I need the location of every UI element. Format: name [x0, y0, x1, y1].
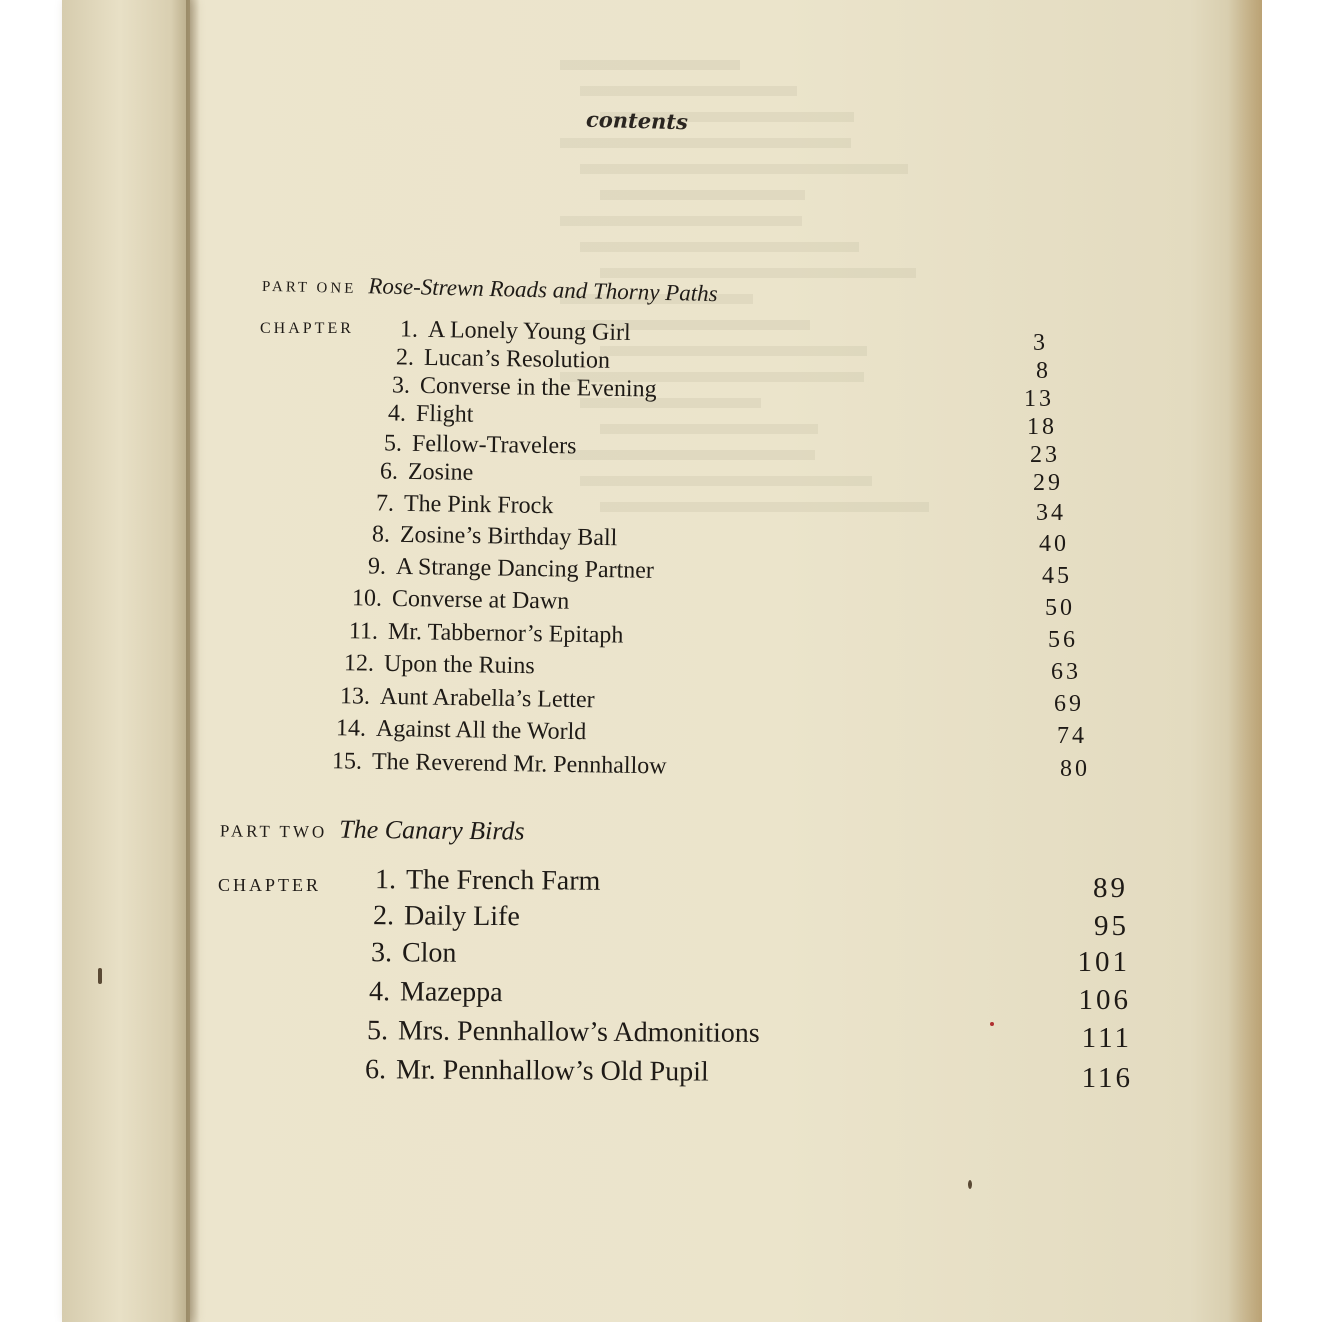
page-number: 8	[1036, 358, 1051, 384]
toc-entry	[344, 1015, 760, 1050]
page-number: 23	[1030, 442, 1060, 468]
page-number: 50	[1045, 595, 1075, 621]
toc-entry	[326, 683, 595, 714]
chapter-number: 3.	[370, 937, 393, 969]
part-one-title: Rose-Strewn Roads and Thorny Paths	[368, 273, 718, 307]
chapter-title: Upon the Ruins	[383, 650, 535, 680]
toc-entry	[334, 618, 624, 650]
chapter-title: Aunt Arabella’s Letter	[379, 683, 595, 714]
chapter-title: Daily Life	[403, 900, 520, 933]
part-two-label: PART TWO	[219, 821, 328, 842]
toc-entry	[352, 864, 601, 898]
chapter-number: 13.	[339, 683, 371, 710]
chapter-title: A Lonely Young Girl	[427, 316, 631, 347]
chapter-number: 14.	[335, 715, 367, 742]
page-number: 111	[1081, 1022, 1132, 1054]
part-one-heading	[262, 271, 718, 307]
page-number: 34	[1036, 500, 1066, 526]
page-number: 13	[1024, 386, 1054, 412]
chapter-number: 5.	[366, 1015, 389, 1047]
toc-entry	[354, 458, 474, 487]
page-number: 56	[1048, 627, 1078, 653]
chapter-number: 1.	[399, 316, 419, 343]
chapter-number: 9.	[367, 553, 387, 580]
toc-entry	[350, 490, 554, 520]
chapter-number: 10.	[351, 585, 383, 612]
chapter-title: Mrs. Pennhallow’s Admonitions	[397, 1015, 760, 1049]
page-number: 3	[1033, 330, 1048, 356]
ink-mark	[98, 968, 102, 984]
chapter-title: Zosine’s Birthday Ball	[399, 521, 618, 552]
chapter-title: Clon	[401, 937, 457, 969]
chapter-number: 11.	[348, 618, 379, 645]
chapter-title: The Reverend Mr. Pennhallow	[371, 748, 667, 780]
toc-entry	[322, 715, 587, 746]
chapter-title: Converse in the Evening	[419, 372, 657, 403]
part-two-title: The Canary Birds	[339, 814, 525, 846]
chapter-number: 5.	[383, 430, 403, 457]
toc-entry	[348, 937, 457, 970]
toc-entry	[330, 650, 535, 680]
page-number: 89	[1093, 872, 1128, 904]
contents-heading: contents	[585, 106, 689, 135]
toc-entry	[338, 585, 570, 616]
page-number: 101	[1077, 946, 1130, 978]
page-number: 29	[1033, 470, 1063, 496]
chapter-title: Mr. Pennhallow’s Old Pupil	[395, 1054, 709, 1088]
chapter-number: 3.	[391, 372, 411, 399]
toc-entry	[318, 748, 667, 780]
toc-entry	[370, 344, 610, 375]
toc-entry	[366, 372, 657, 404]
chapter-title: Zosine	[407, 458, 474, 486]
page-number: 40	[1039, 531, 1069, 557]
toc-entry	[346, 976, 503, 1009]
chapter-number: 7.	[375, 490, 395, 517]
chapter-title: The Pink Frock	[403, 490, 554, 520]
part-one-chapter-label: CHAPTER	[260, 320, 354, 337]
part-two-chapter-label: CHAPTER	[218, 875, 322, 895]
chapter-title: Fellow-Travelers	[411, 430, 577, 460]
part-two-heading	[220, 813, 525, 846]
chapter-number: 4.	[387, 400, 407, 427]
toc-entry	[350, 900, 520, 933]
chapter-number: 1.	[374, 864, 397, 896]
page-number: 74	[1057, 723, 1087, 749]
chapter-title: Mazeppa	[399, 976, 503, 1009]
toc-entry	[346, 521, 618, 552]
chapter-number: 2.	[395, 344, 415, 371]
chapter-title: Flight	[415, 400, 474, 428]
toc-entry	[362, 400, 474, 429]
page-number: 116	[1081, 1062, 1133, 1094]
page-number: 69	[1054, 691, 1084, 717]
chapter-title: A Strange Dancing Partner	[395, 553, 655, 584]
ink-speck	[990, 1022, 994, 1026]
chapter-title: Mr. Tabbernor’s Epitaph	[387, 618, 624, 649]
chapter-number: 4.	[368, 976, 391, 1008]
chapter-title: Against All the World	[375, 715, 587, 746]
chapter-number: 6.	[364, 1054, 387, 1086]
toc-entry	[358, 430, 577, 460]
toc-entry	[374, 316, 631, 347]
toc-entry	[342, 553, 654, 585]
page-number: 18	[1027, 414, 1057, 440]
page-number: 106	[1078, 984, 1131, 1016]
chapter-title: Lucan’s Resolution	[423, 344, 611, 374]
page-number: 45	[1042, 563, 1072, 589]
part-one-label: PART ONE	[261, 278, 357, 297]
chapter-number: 8.	[371, 521, 391, 548]
chapter-number: 2.	[372, 900, 395, 932]
toc-entry	[342, 1054, 709, 1089]
chapter-title: The French Farm	[405, 864, 601, 897]
page-number: 80	[1060, 756, 1090, 782]
chapter-number: 6.	[379, 458, 399, 485]
page-number: 63	[1051, 659, 1081, 685]
chapter-title: Converse at Dawn	[391, 585, 570, 615]
ink-speck	[968, 1180, 972, 1189]
chapter-number: 12.	[343, 650, 375, 677]
page-number: 95	[1094, 910, 1129, 942]
chapter-number: 15.	[331, 748, 363, 775]
